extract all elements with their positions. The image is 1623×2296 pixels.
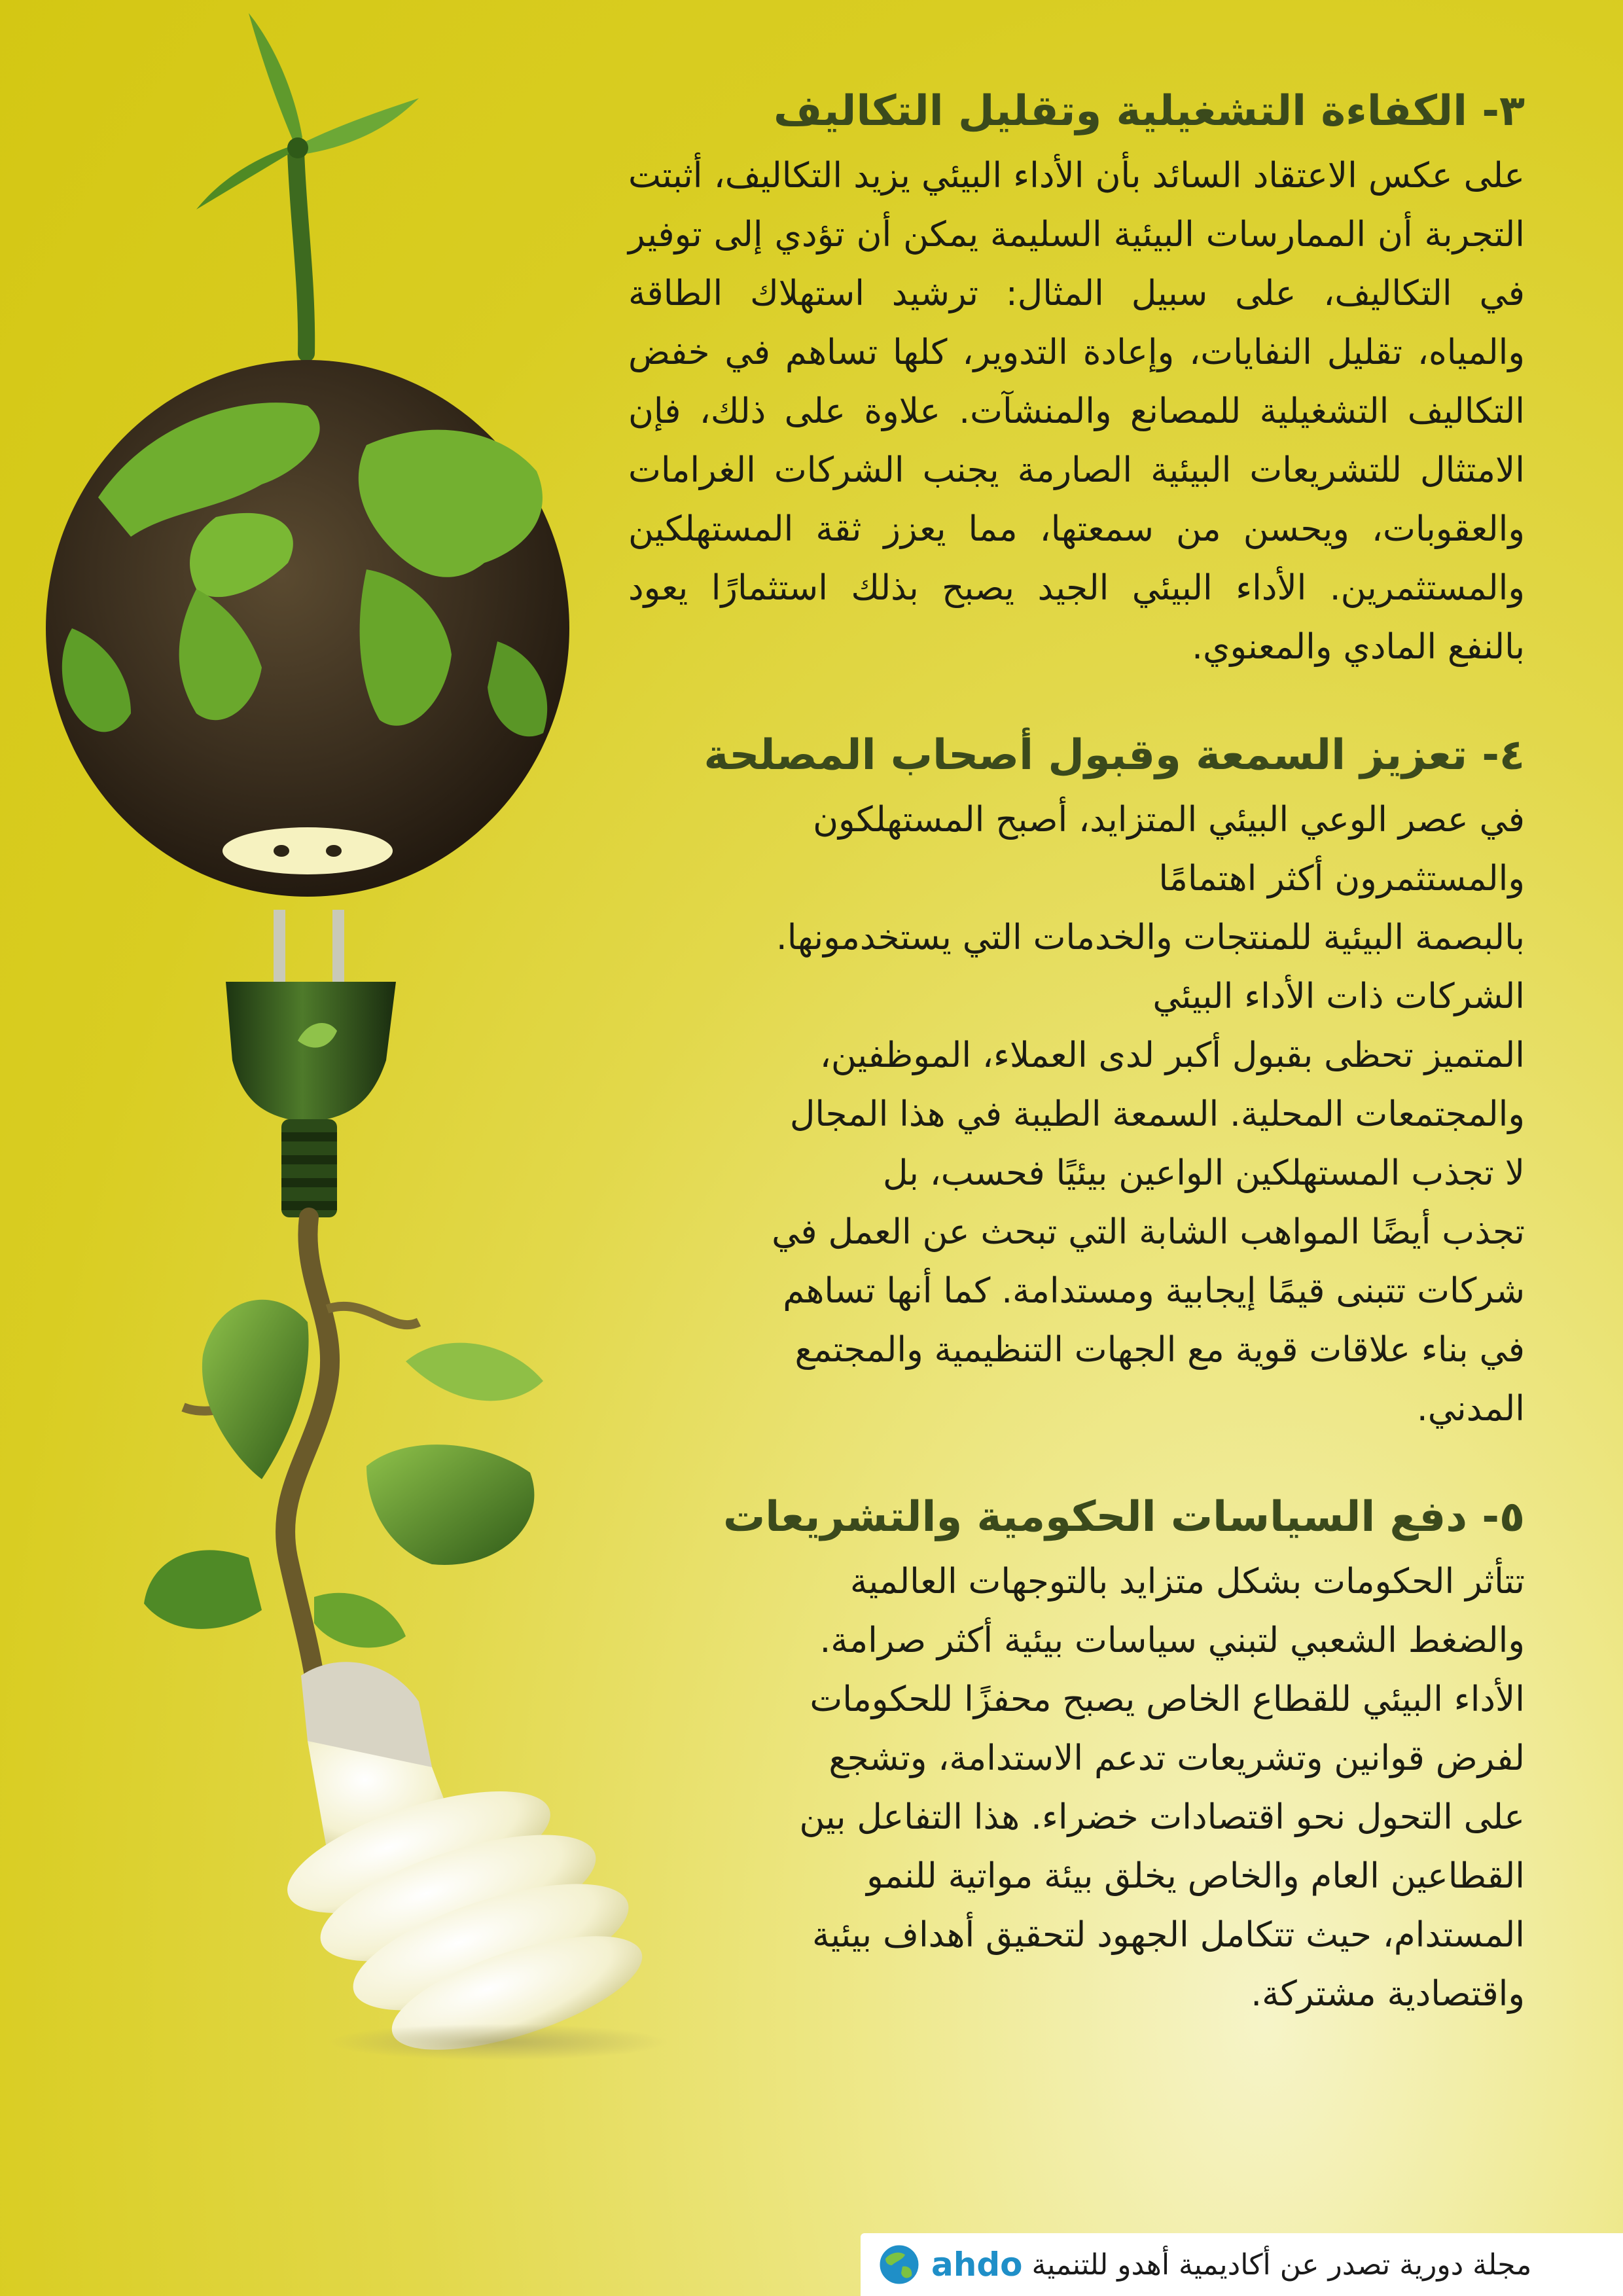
section-government-policy — [628, 1484, 1525, 2024]
power-plug-icon — [226, 910, 396, 1217]
footer-tagline: مجلة دورية تصدر عن أكاديمية أهدو للتنمية — [1031, 2248, 1532, 2282]
body-line: والمستثمرون أكثر اهتمامًا — [1158, 859, 1525, 899]
section-body: على عكس الاعتقاد السائد بأن الأداء البيئي يزيد التكاليف، أثبتت التجربة أن الممارسات البيئية السليمة يمكن أن تؤدي إلى توفير في التكاليف، على سبيل المثال: ترشيد استهلاك الطاقة والمياه، تقليل النفايات، وإعادة التدوير، كلها تساهم في خفض التكاليف التشغيلية للمصانع والمنشآت. علاوة على ذلك، فإن الامتثال للتشريعات البيئية الصارمة يجنب الشركات الغرامات والعقوبات، ويحسن من سمعتها، مما يعزز ثقة المستهلكين والمستثمرين. الأداء البيئي الجيد يصبح بذلك استثمارًا يعود بالنفع المادي والمعنوي. — [628, 156, 1525, 667]
body-line: على التحول نحو اقتصادات خضراء. هذا التفاعل بين — [799, 1797, 1525, 1837]
body-line: تتأثر الحكومات بشكل متزايد بالتوجهات العالمية — [849, 1562, 1525, 1602]
section-reputation — [628, 723, 1525, 1439]
wind-turbine-icon — [196, 13, 419, 353]
leaf-icon — [144, 1300, 543, 1648]
publication-footer — [861, 2233, 1623, 2296]
body-line: المستدام، حيث تتكامل الجهود لتحقيق أهداف بيئية — [812, 1915, 1525, 1955]
light-bulb-icon — [274, 1662, 668, 2073]
brand-name: ahdo — [931, 2246, 1023, 2284]
body-line: بالبصمة البيئية للمنتجات والخدمات التي يستخدمونها. — [776, 918, 1525, 958]
section-body — [628, 1552, 1525, 2024]
body-line: المتميز تحظى بقبول أكبر لدى العملاء، الموظفين، — [819, 1035, 1525, 1075]
body-line: القطاعين العام والخاص يخلق بيئة مواتية للنمو — [866, 1856, 1525, 1896]
body-line: الشركات ذات الأداء البيئي — [1152, 977, 1525, 1016]
globe-logo-icon — [876, 2242, 922, 2287]
section-body — [628, 791, 1525, 1439]
eco-illustration — [0, 0, 720, 2094]
section-heading: ٣- الكفاءة التشغيلية وتقليل التكاليف — [773, 87, 1525, 135]
body-line: لفرض قوانين وتشريعات تدعم الاستدامة، وتشجع — [829, 1738, 1525, 1778]
body-line: والمجتمعات المحلية. السمعة الطيبة في هذا المجال — [789, 1094, 1525, 1134]
body-line: لا تجذب المستهلكين الواعين بيئيًا فحسب، بل — [882, 1153, 1525, 1193]
body-line: شركات تتبنى قيمًا إيجابية ومستدامة. كما أنها تساهم — [783, 1271, 1525, 1311]
body-line: في عصر الوعي البيئي المتزايد، أصبح المستهلكون — [813, 800, 1525, 840]
globe-icon — [46, 360, 569, 897]
body-line: واقتصادية مشتركة. — [1251, 1974, 1525, 2014]
body-line: المدني. — [1416, 1389, 1525, 1429]
body-line: والضغط الشعبي لتبني سياسات بيئية أكثر صرامة. — [819, 1621, 1525, 1660]
section-heading: ٥- دفع السياسات الحكومية والتشريعات — [722, 1493, 1525, 1541]
body-line: تجذب أيضًا المواهب الشابة التي تبحث عن العمل في — [772, 1212, 1525, 1252]
section-heading: ٤- تعزيز السمعة وقبول أصحاب المصلحة — [704, 731, 1525, 780]
body-line: في بناء علاقات قوية مع الجهات التنظيمية والمجتمع — [794, 1330, 1525, 1370]
section-operational-efficiency — [628, 79, 1525, 677]
body-line: الأداء البيئي للقطاع الخاص يصبح محفزًا للحكومات — [810, 1679, 1525, 1719]
article-column — [628, 79, 1525, 2070]
